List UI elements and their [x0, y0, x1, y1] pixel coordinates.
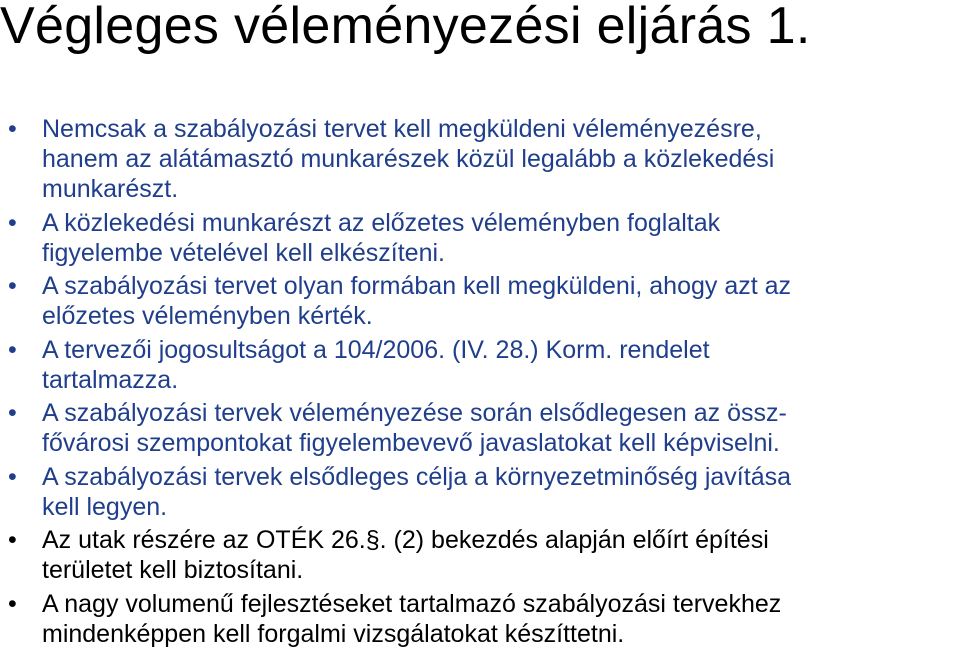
bullet-text-line: Nemcsak a szabályozási tervet kell megküldeni véleményezésre,	[42, 115, 762, 143]
bullet-text	[42, 589, 955, 649]
bullet-text-line: Az utak részére az OTÉK 26.§. (2) bekezdés alapján előírt építési	[42, 526, 769, 554]
bullet-text	[42, 271, 955, 331]
bullet-dot-icon: •	[8, 115, 17, 143]
bullet-text-line: figyelembe vételével kell elkészíteni.	[42, 238, 445, 267]
bullet-item	[0, 525, 959, 585]
bullet-text-line: kell legyen.	[42, 492, 168, 521]
bullet-text-line: A tervezői jogosultságot a 104/2006. (IV. 28.) Korm. rendelet	[42, 335, 710, 364]
bullet-text-line: hanem az alátámasztó munkarészek közül legalább a közlekedési	[42, 145, 775, 173]
bullet-text	[42, 398, 955, 458]
bullet-text-line: fővárosi szempontokat figyelembevevő javaslatokat kell képviselni.	[42, 429, 780, 457]
bullet-text	[42, 335, 955, 395]
bullet-text-line: A szabályozási tervet olyan formában kell megküldeni, ahogy azt az	[42, 272, 792, 300]
bullet-dot-icon: •	[8, 589, 17, 618]
bullet-text-line: munkarészt.	[42, 175, 179, 203]
bullet-text-line: A szabályozási tervek elsődleges célja a környezetminőség javítása	[42, 462, 792, 491]
bullet-dot-icon: •	[8, 335, 17, 364]
bullet-text-line: A nagy volumenű fejlesztéseket tartalmazó szabályozási tervekhez	[42, 589, 782, 618]
bullet-dot-icon: •	[8, 526, 17, 554]
bullet-text	[42, 525, 955, 585]
bullet-text-line: A közlekedési munkarészt az előzetes véleményben foglaltak	[42, 208, 721, 237]
bullet-item	[0, 462, 959, 522]
bullet-item	[0, 271, 959, 331]
bullet-list	[0, 114, 959, 652]
bullet-text	[42, 462, 955, 522]
bullet-dot-icon: •	[8, 208, 17, 237]
bullet-dot-icon: •	[8, 399, 17, 427]
bullet-item	[0, 114, 959, 204]
bullet-item	[0, 398, 959, 458]
slide-title: Végleges véleményezési eljárás 1.	[0, 0, 811, 55]
bullet-text	[42, 114, 955, 204]
bullet-text-line: mindenképpen kell forgalmi vizsgálatokat készíttetni.	[42, 619, 625, 648]
bullet-item	[0, 208, 959, 268]
bullet-text-line: területet kell biztosítani.	[42, 556, 304, 584]
bullet-text-line: tartalmazza.	[42, 365, 179, 394]
bullet-dot-icon: •	[8, 462, 17, 491]
bullet-text-line: előzetes véleményben kérték.	[42, 302, 373, 330]
bullet-item	[0, 589, 959, 649]
bullet-item	[0, 335, 959, 395]
bullet-text-line: A szabályozási tervek véleményezése során elsődlegesen az össz-	[42, 399, 787, 427]
bullet-dot-icon: •	[8, 272, 17, 300]
bullet-text	[42, 208, 955, 268]
